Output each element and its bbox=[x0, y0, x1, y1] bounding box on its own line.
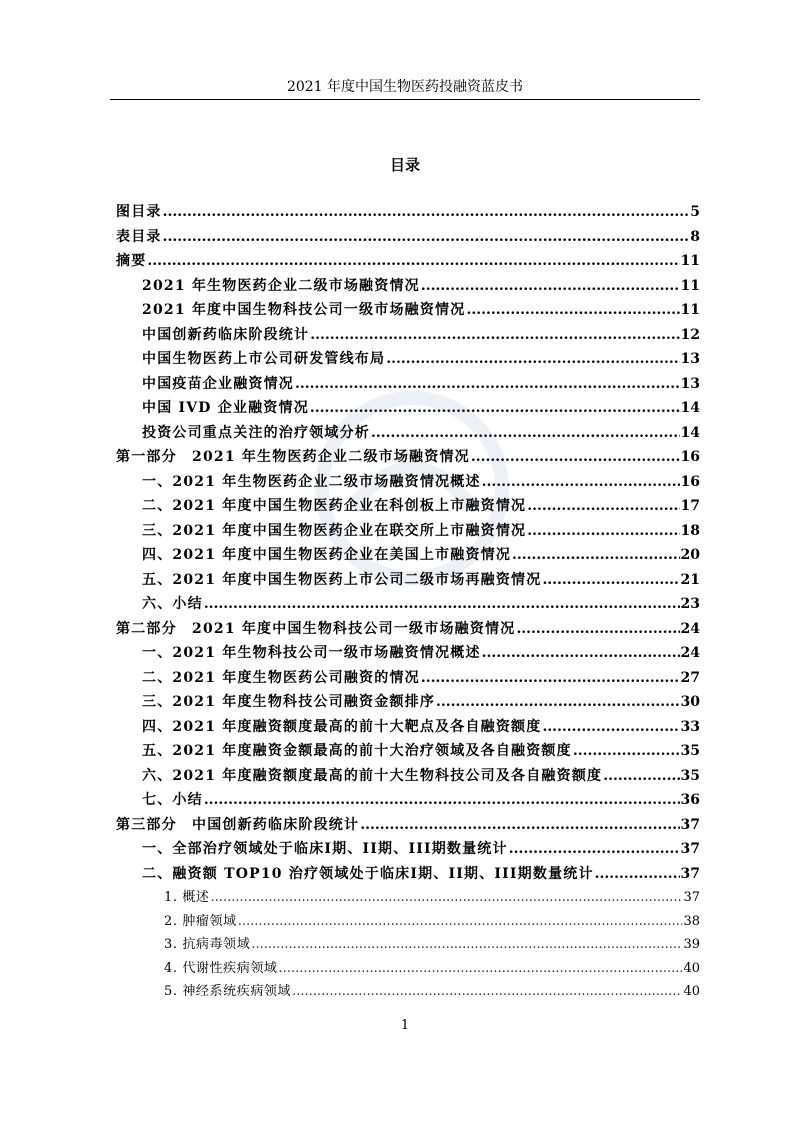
toc-title: 目录 bbox=[389, 156, 420, 174]
toc-dot-leader bbox=[163, 200, 690, 225]
toc-entry[interactable] bbox=[116, 837, 700, 862]
toc-entry-page: 16 bbox=[680, 449, 700, 465]
toc-entry-page: 13 bbox=[680, 375, 700, 392]
toc-entry-page: 24 bbox=[680, 645, 700, 661]
toc-entry-page: 17 bbox=[680, 498, 700, 514]
header-rule bbox=[110, 99, 700, 100]
toc-entry[interactable] bbox=[116, 764, 700, 789]
toc-entry[interactable] bbox=[116, 445, 700, 470]
toc-entry-page: 5 bbox=[690, 204, 700, 220]
toc-dot-leader bbox=[204, 592, 680, 617]
toc-entry-label: 4. 代谢性疾病领域 bbox=[164, 960, 278, 976]
toc-entry-label: 第一部分 2021 年生物医药企业二级市场融资情况 bbox=[116, 449, 470, 465]
toc-entry[interactable] bbox=[116, 617, 700, 642]
toc-entry-page: 37 bbox=[680, 865, 700, 882]
toc-entry[interactable] bbox=[116, 323, 700, 348]
toc-entry[interactable] bbox=[116, 347, 700, 372]
toc-dot-leader bbox=[603, 764, 679, 789]
toc-entry-page: 8 bbox=[690, 228, 700, 245]
toc-entry[interactable] bbox=[116, 666, 700, 691]
toc-dot-leader bbox=[421, 666, 680, 691]
toc-entry-label: 摘要 bbox=[116, 253, 147, 269]
page-number: 1 bbox=[400, 1018, 410, 1033]
toc-dot-leader bbox=[371, 421, 680, 446]
toc-entry[interactable] bbox=[116, 886, 700, 910]
toc-dot-leader bbox=[421, 274, 680, 299]
toc-entry-label: 二、2021 年度生物医药公司融资的情况 bbox=[142, 669, 420, 686]
toc-dot-leader bbox=[279, 957, 683, 981]
toc-entry-label: 七、小结 bbox=[142, 792, 203, 808]
toc-entry-page: 37 bbox=[683, 890, 700, 905]
toc-entry-label: 中国疫苗企业融资情况 bbox=[142, 375, 294, 392]
toc-dot-leader bbox=[310, 396, 680, 421]
toc-entry-page: 18 bbox=[680, 522, 700, 539]
toc-entry[interactable] bbox=[116, 200, 700, 225]
toc-entry-label: 一、全部治疗领域处于临床I期、II期、III期数量统计 bbox=[142, 841, 508, 857]
toc-entry-page: 37 bbox=[680, 841, 700, 857]
toc-entry-page: 23 bbox=[680, 596, 700, 612]
toc-entry-page: 16 bbox=[680, 473, 700, 490]
toc-entry[interactable] bbox=[116, 519, 700, 544]
toc-entry-page: 11 bbox=[680, 302, 700, 318]
toc-entry-page: 12 bbox=[680, 326, 700, 343]
toc-dot-leader bbox=[542, 715, 679, 740]
toc-entry-page: 30 bbox=[680, 694, 700, 710]
toc-dot-leader bbox=[292, 980, 682, 1004]
toc-entry-label: 2021 年生物医药企业二级市场融资情况 bbox=[142, 277, 420, 294]
toc-entry-label: 中国创新药临床阶段统计 bbox=[142, 326, 310, 343]
toc-dot-leader bbox=[211, 886, 683, 910]
running-header: 2021 年度中国生物医药投融资蓝皮书 bbox=[286, 79, 524, 95]
toc-dot-leader bbox=[527, 494, 679, 519]
toc-entry-label: 三、2021 年度中国生物医药企业在联交所上市融资情况 bbox=[142, 522, 527, 539]
toc-dot-leader bbox=[310, 323, 679, 348]
toc-entry[interactable] bbox=[116, 470, 700, 495]
toc-entry-label: 二、2021 年度中国生物医药企业在科创板上市融资情况 bbox=[142, 498, 527, 514]
toc-entry[interactable] bbox=[116, 225, 700, 250]
toc-entry-label: 一、2021 年生物医药企业二级市场融资情况概述 bbox=[142, 473, 481, 490]
toc-dot-leader bbox=[147, 249, 679, 274]
toc-entry-label: 四、2021 年度融资额度最高的前十大靶点及各自融资额度 bbox=[142, 718, 542, 735]
toc-entry-label: 投资公司重点关注的治疗领域分析 bbox=[142, 424, 370, 441]
toc-entry[interactable] bbox=[116, 421, 700, 446]
toc-entry-label: 3. 抗病毒领域 bbox=[164, 937, 251, 953]
toc-entry-page: 11 bbox=[680, 277, 700, 294]
toc-entry-page: 11 bbox=[680, 253, 700, 269]
toc-dot-leader bbox=[295, 372, 680, 397]
toc-entry-label: 中国 IVD 企业融资情况 bbox=[142, 400, 309, 416]
toc-entry[interactable] bbox=[116, 980, 700, 1004]
toc-entry-page: 27 bbox=[680, 669, 700, 686]
toc-dot-leader bbox=[512, 543, 679, 568]
toc-entry-page: 35 bbox=[680, 767, 700, 784]
toc-entry[interactable] bbox=[116, 592, 700, 617]
toc-entry-label: 四、2021 年度中国生物医药企业在美国上市融资情况 bbox=[142, 547, 512, 563]
toc-entry-label: 中国生物医药上市公司研发管线布局 bbox=[142, 351, 386, 367]
toc-entry[interactable] bbox=[116, 739, 700, 764]
toc-entry-label: 第三部分 中国创新药临床阶段统计 bbox=[116, 816, 360, 833]
toc-entry[interactable] bbox=[116, 910, 700, 934]
toc-entry[interactable] bbox=[116, 957, 700, 981]
toc-dot-leader bbox=[466, 298, 679, 323]
toc-entry[interactable] bbox=[116, 396, 700, 421]
toc-entry-label: 一、2021 年生物科技公司一级市场融资情况概述 bbox=[142, 645, 481, 661]
toc-entry-label: 二、融资额 TOP10 治疗领域处于临床I期、II期、III期数量统计 bbox=[142, 865, 594, 882]
toc-entry-page: 40 bbox=[683, 960, 700, 976]
toc-entry-page: 35 bbox=[680, 743, 700, 759]
toc-entry-page: 36 bbox=[680, 792, 700, 808]
toc-entry-label: 2021 年度中国生物科技公司一级市场融资情况 bbox=[142, 302, 466, 318]
toc-dot-leader bbox=[386, 347, 679, 372]
toc-entry-label: 2. 肿瘤领域 bbox=[164, 913, 237, 929]
toc-list bbox=[116, 200, 700, 1004]
toc-entry-page: 13 bbox=[680, 351, 700, 367]
toc-entry-page: 14 bbox=[680, 400, 700, 416]
toc-entry[interactable] bbox=[116, 568, 700, 593]
toc-dot-leader bbox=[436, 690, 679, 715]
toc-entry-page: 21 bbox=[680, 571, 700, 588]
toc-entry[interactable] bbox=[116, 494, 700, 519]
toc-dot-leader bbox=[482, 641, 680, 666]
toc-entry-label: 表目录 bbox=[116, 228, 162, 245]
toc-dot-leader bbox=[516, 617, 679, 642]
toc-entry-label: 五、2021 年度融资金额最高的前十大治疗领域及各自融资额度 bbox=[142, 743, 572, 759]
toc-entry-label: 图目录 bbox=[116, 204, 162, 220]
toc-entry-page: 14 bbox=[680, 424, 700, 441]
toc-dot-leader bbox=[251, 933, 682, 957]
toc-dot-leader bbox=[163, 225, 690, 250]
toc-dot-leader bbox=[509, 837, 680, 862]
toc-entry-label: 第二部分 2021 年度中国生物科技公司一级市场融资情况 bbox=[116, 620, 516, 637]
toc-entry[interactable] bbox=[116, 862, 700, 887]
toc-entry-label: 五、2021 年度中国生物医药上市公司二级市场再融资情况 bbox=[142, 571, 542, 588]
toc-dot-leader bbox=[238, 910, 683, 934]
toc-entry[interactable] bbox=[116, 715, 700, 740]
toc-dot-leader bbox=[482, 470, 680, 495]
toc-entry[interactable] bbox=[116, 641, 700, 666]
toc-entry-label: 5. 神经系统疾病领域 bbox=[164, 984, 292, 1000]
toc-entry-label: 六、2021 年度融资额度最高的前十大生物科技公司及各自融资额度 bbox=[142, 767, 603, 784]
toc-entry-label: 三、2021 年度生物科技公司融资金额排序 bbox=[142, 694, 436, 710]
toc-dot-leader bbox=[542, 568, 679, 593]
toc-entry[interactable] bbox=[116, 788, 700, 813]
toc-entry-page: 20 bbox=[680, 547, 700, 563]
toc-entry[interactable] bbox=[116, 249, 700, 274]
toc-entry[interactable] bbox=[116, 372, 700, 397]
toc-entry[interactable] bbox=[116, 690, 700, 715]
toc-entry-page: 40 bbox=[683, 984, 700, 1000]
toc-entry[interactable] bbox=[116, 298, 700, 323]
toc-dot-leader bbox=[573, 739, 680, 764]
toc-entry-page: 38 bbox=[683, 913, 700, 929]
toc-entry[interactable] bbox=[116, 543, 700, 568]
toc-dot-leader bbox=[471, 445, 680, 470]
toc-entry-label: 1. 概述 bbox=[164, 890, 210, 905]
toc-entry-page: 39 bbox=[683, 937, 700, 953]
toc-entry[interactable] bbox=[116, 813, 700, 838]
toc-entry-page: 33 bbox=[680, 718, 700, 735]
toc-dot-leader bbox=[527, 519, 679, 544]
toc-entry-page: 24 bbox=[680, 620, 700, 637]
toc-entry-page: 37 bbox=[680, 816, 700, 833]
toc-entry[interactable] bbox=[116, 274, 700, 299]
toc-entry-label: 六、小结 bbox=[142, 596, 203, 612]
toc-dot-leader bbox=[360, 813, 679, 838]
toc-dot-leader bbox=[204, 788, 680, 813]
toc-dot-leader bbox=[595, 862, 680, 887]
toc-entry[interactable] bbox=[116, 933, 700, 957]
